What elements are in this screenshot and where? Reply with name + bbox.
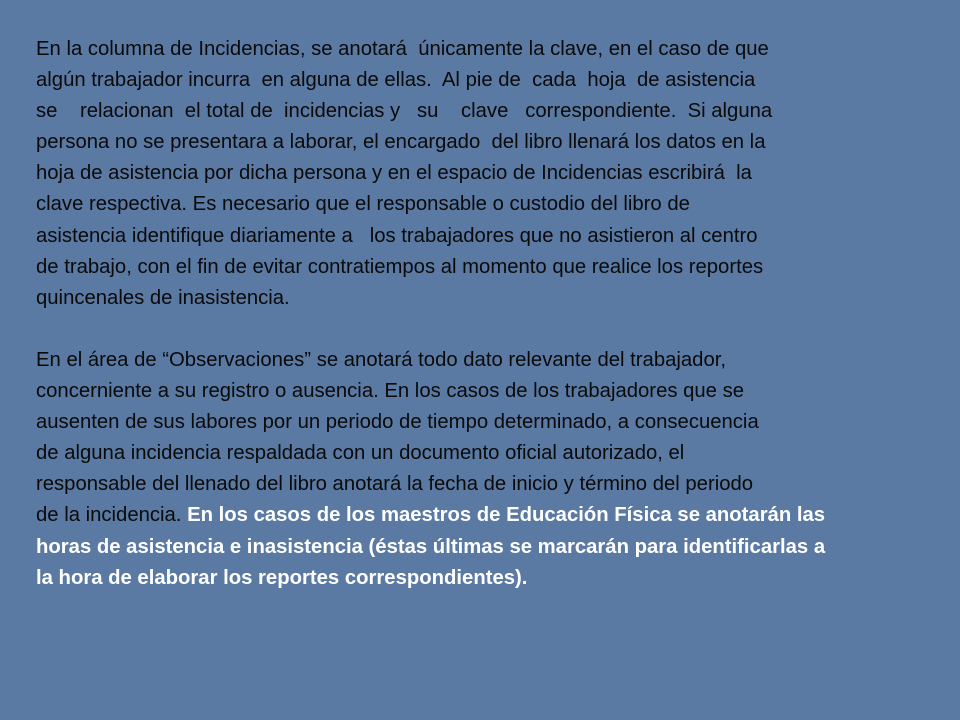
- text-line: En el área de “Observaciones” se anotará todo dato relevante del trabajador,: [36, 348, 726, 371]
- paragraph-observaciones: [36, 345, 928, 594]
- text-line: se relacionan el total de incidencias y su clave correspondiente. Si alguna: [36, 100, 773, 123]
- text-line: asistencia identifique diariamente a los trabajadores que no asistieron al centro: [36, 224, 758, 247]
- text-line: de trabajo, con el fin de evitar contratiempos al momento que realice los reportes: [36, 255, 764, 278]
- text-line: de alguna incidencia respaldada con un documento oficial autorizado, el: [36, 442, 685, 465]
- text-line: hoja de asistencia por dicha persona y en el espacio de Incidencias escribirá la: [36, 162, 752, 185]
- text-line: persona no se presentara a laborar, el encargado del libro llenará los datos en la: [36, 131, 766, 154]
- text-segment-regular: de la incidencia.: [36, 504, 188, 527]
- text-line: responsable del llenado del libro anotará la fecha de inicio y término del periodo: [36, 473, 754, 496]
- text-line-mixed: [36, 500, 928, 531]
- slide-text-body: [36, 34, 928, 594]
- text-line: quincenales de inasistencia.: [36, 286, 290, 309]
- paragraph-incidencias: [36, 34, 928, 314]
- text-line-bold-highlight: horas de asistencia e inasistencia (éstas últimas se marcarán para identificarlas a: [36, 535, 826, 558]
- text-line: algún trabajador incurra en alguna de ellas. Al pie de cada hoja de asistencia: [36, 69, 756, 92]
- text-line: clave respectiva. Es necesario que el responsable o custodio del libro de: [36, 193, 690, 216]
- text-line: En la columna de Incidencias, se anotará únicamente la clave, en el caso de que: [36, 38, 769, 60]
- text-segment-bold-highlight: En los casos de los maestros de Educación Física se anotarán las: [187, 504, 826, 527]
- text-line-bold-highlight: la hora de elaborar los reportes correspondientes).: [36, 566, 528, 589]
- text-line: ausenten de sus labores por un periodo de tiempo determinado, a consecuencia: [36, 411, 759, 434]
- text-line: concerniente a su registro o ausencia. En los casos de los trabajadores que se: [36, 380, 745, 403]
